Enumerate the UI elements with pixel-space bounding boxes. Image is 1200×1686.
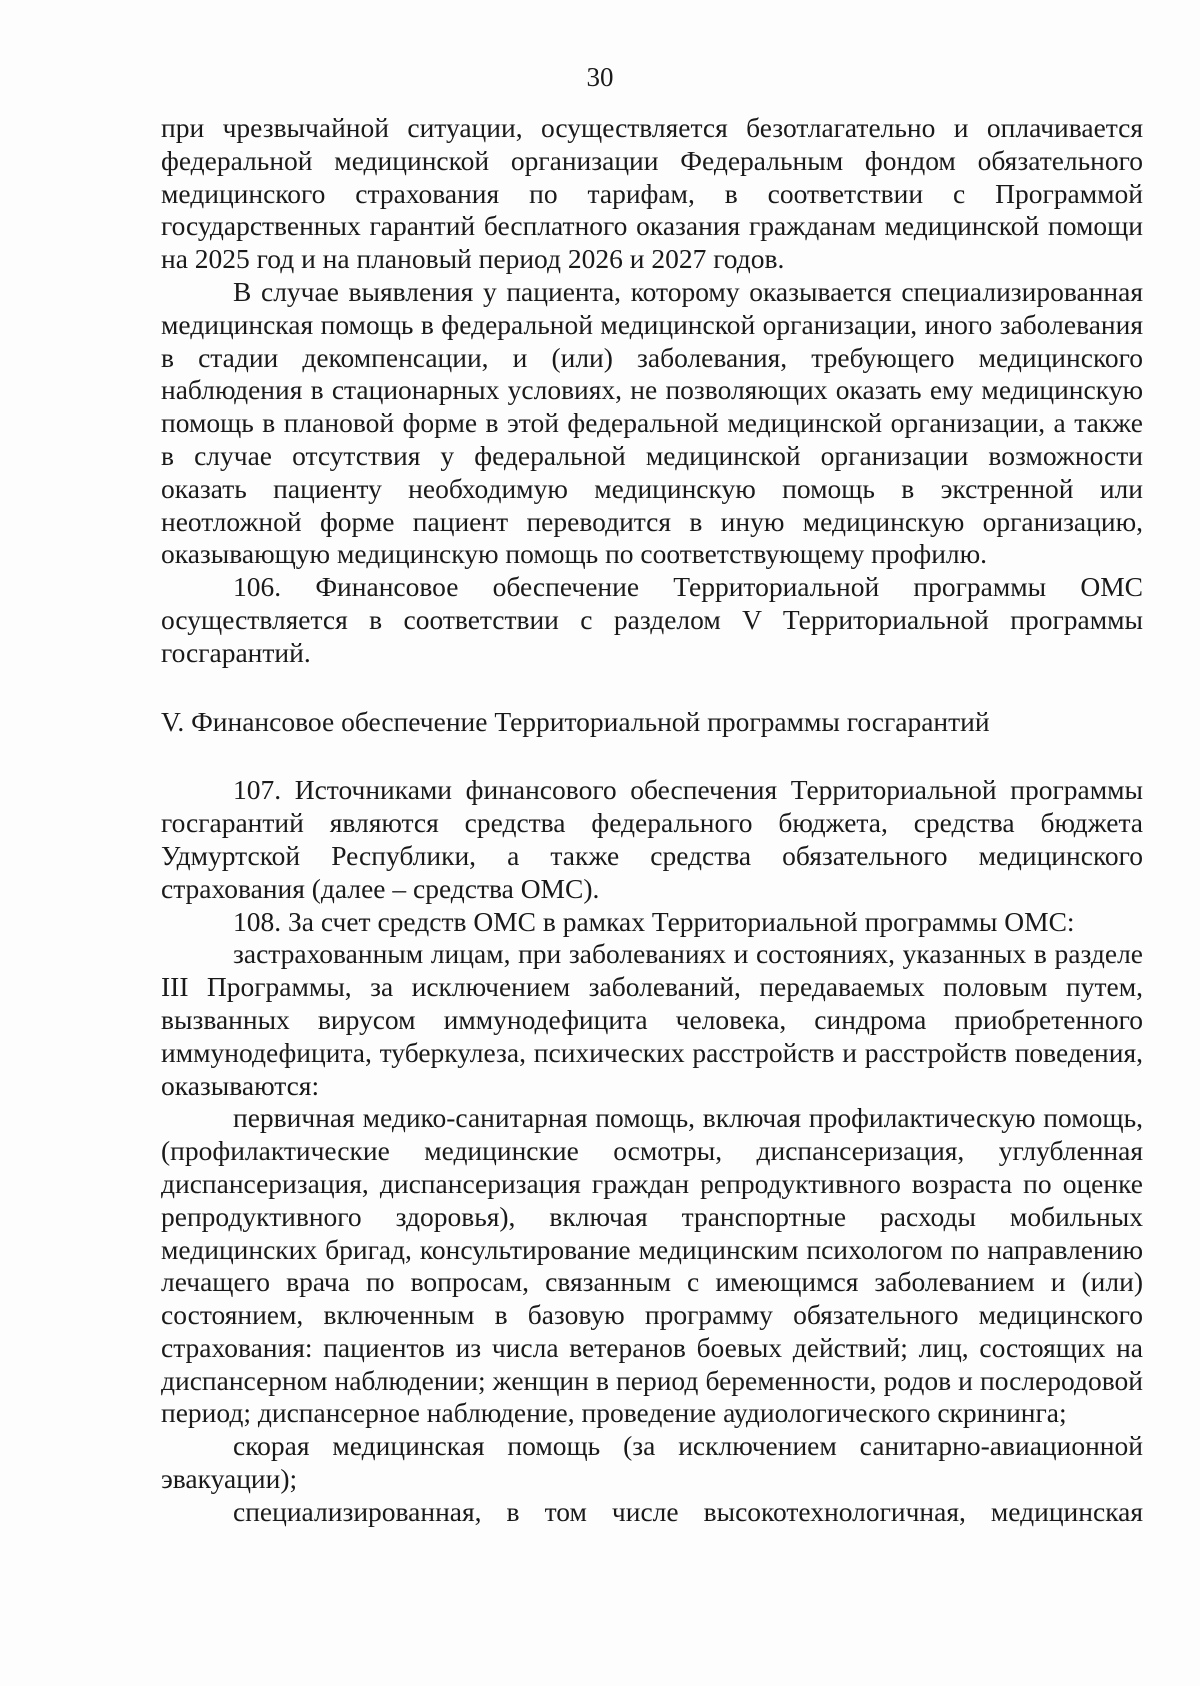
document-body — [161, 112, 1143, 1529]
paragraph-primary-care: первичная медико-санитарная помощь, включая профилактическую помощь, (профилактические медицинские осмотры, диспансеризация, углубленная диспансеризация, диспансеризация граждан репродуктивного возраста по оценке репродуктивного здоровья), включая транспортные расходы мобильных медицинских бригад, консультирование медицинским психологом по направлению лечащего врача по вопросам, связанным с имеющимся заболеванием и (или) состоянием, включенным в базовую программу обязательного медицинского страхования: пациентов из числа ветеранов боевых действий; лиц, состоящих на диспансерном наблюдении; женщин в период беременности, родов и послеродовой период; диспансерное наблюдение, проведение аудиологического скрининга; — [161, 1102, 1143, 1429]
section-heading-v: V. Финансовое обеспечение Территориальной программы госгарантий — [161, 705, 990, 737]
paragraph-106: 106. Финансовое обеспечение Территориальной программы ОМС осуществляется в соответствии с разделом V Территориальной программы госгарантий. — [161, 571, 1143, 668]
paragraph-transfer-case: В случае выявления у пациента, которому оказывается специализированная медицинская помощь в федеральной медицинской организации, иного заболевания в стадии декомпенсации, и (или) заболевания, требующего медицинского наблюдения в стационарных условиях, не позволяющих оказать ему медицинскую помощь в плановой форме в этой федеральной медицинской организации, а также в случае отсутствия у федеральной медицинской организации возможности оказать пациенту необходимую медицинскую помощь в экстренной или неотложной форме пациент переводится в иную медицинскую организацию, оказывающую медицинскую помощь по соответствующему профилю. — [161, 275, 1143, 570]
paragraph-specialized-care: специализированная, в том числе высокотехнологичная, медицинская — [233, 1495, 1143, 1527]
page-number: 30 — [586, 62, 614, 92]
paragraph-emergency-care: скорая медицинская помощь (за исключением санитарно-авиационной эвакуации); — [161, 1430, 1143, 1495]
paragraph-108: 108. За счет средств ОМС в рамках Территориальной программы ОМС: — [233, 905, 1075, 937]
paragraph-continuation: при чрезвычайной ситуации, осуществляется безотлагательно и оплачивается федеральной медицинской организации Федеральным фондом обязательного медицинского страхования по тарифам, в соответствии с Программой государственных гарантий бесплатного оказания гражданам медицинской помощи на 2025 год и на плановый период 2026 и 2027 годов. — [161, 112, 1143, 275]
paragraph-107: 107. Источниками финансового обеспечения Территориальной программы госгарантий являются средства федерального бюджета, средства бюджета Удмуртской Республики, а также средства обязательного медицинского страхования (далее – средства ОМС). — [161, 774, 1143, 904]
paragraph-insured-persons: застрахованным лицам, при заболеваниях и состояниях, указанных в разделе III Программы, за исключением заболеваний, передаваемых половым путем, вызванных вирусом иммунодефицита человека, синдрома приобретенного иммунодефицита, туберкулеза, психических расстройств и расстройств поведения, оказываются: — [161, 938, 1143, 1101]
